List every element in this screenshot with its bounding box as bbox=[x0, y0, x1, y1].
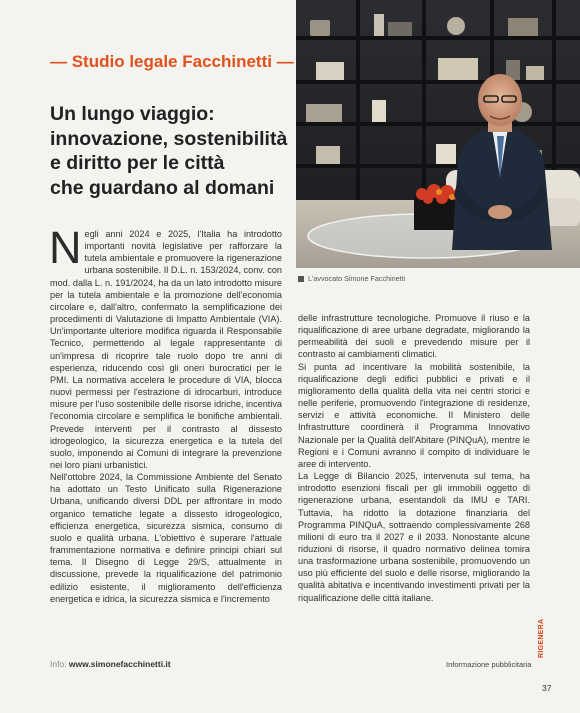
headline-line: e diritto per le città bbox=[50, 152, 225, 174]
lawyer-photo bbox=[296, 0, 580, 268]
paragraph bbox=[49, 222, 283, 471]
caption-square-icon bbox=[298, 276, 304, 282]
section-kicker: — Studio legale Facchinetti — bbox=[50, 52, 294, 71]
caption-text: L'avvocato Simone Facchinetti bbox=[308, 274, 406, 283]
headline-line: Un lungo viaggio: bbox=[50, 103, 215, 125]
footer-info bbox=[50, 659, 171, 669]
paragraph: Si punta ad incentivare la mobilità sostenibile, la riqualificazione degli edifici pubblici e privati e il miglioramento della qualità della vita nei centri storici e nelle periferie, promuovendo l'integrazione di residenze, servizi e attività economiche. Il Ministero delle Infrastrutture coordinerà il Programma Innovativo Nazionale per la Qualità dell'Abitare (PINQuA), mentre le Regioni e i Comuni avranno il compito di individuare le aree di intervento. bbox=[298, 361, 530, 469]
paragraph: La Legge di Bilancio 2025, intervenuta sul tema, ha introdotto esenzioni fiscali per gli immobili oggetto di rigenerazione urbana, esentandoli da IMU e TARI. Tuttavia, ha ridotto la dotazione finanziaria del Programma PINQuA, sottraendo complessivamente 268 milioni di euro tra il 2027 e il 2033. Nonostante alcune riduzioni di risorse, il quadro normativo delinea tomira una trasformazione urbana sostenibile, promuovendo un uso più efficiente del suolo e delle risorse, migliorando la qualità abitativa e incentivando investimenti privati per la riqualificazione delle città italiane. bbox=[298, 471, 530, 603]
section-tab: RIGENERA bbox=[538, 618, 545, 658]
paragraph: delle infrastrutture tecnologiche. Promuove il riuso e la riqualificazione di aree urbane degradate, migliorando la permeabilità dei suoli e prevedendo misure per il contrasto ai cambiamenti climatici. bbox=[298, 313, 530, 360]
info-label: Info: bbox=[50, 659, 67, 669]
website-link[interactable]: www.simonefacchinetti.it bbox=[68, 659, 171, 669]
paragraph-text: egli anni 2024 e 2025, l'Italia ha introdotto importanti novità legislative per rafforzare la tutela ambientale e promuovere la rigenerazione urbana sostenibile. Il D.L. n. 153/2024, conv. con mod. dalla L. n. 191/2024, ha da un lato introdotto misure per la tutela ambientale e la promozione dell'economia circolare e, dall'altro, confermato la semplificazione dei procedimenti di Valutazione di Impatto Ambientale (VIA). Un'importante ulteriore modifica riguarda il Responsabile Tecnico, permettendo al legale rappresentante di un'impresa di ricoprire tale ruolo dopo tre anni di esperienza, riducendo così gli oneri burocratici per le PMI. La normativa accelera le procedure di VIA, blocca nuovi permessi per l'estrazione di idrocarburi, introduce misure per l'uso sostenibile delle risorse idriche, incentiva l'economia circolare e semplifica le bonifiche ambientali. Prevede interventi per il contrasto al dissesto idrogeologico, la sicurezza energetica e la tutela del suolo, imponendo ai Comuni di integrare la prevenzione nei loro piani urbanistici. bbox=[50, 229, 283, 470]
page-number: 37 bbox=[542, 683, 552, 693]
photo-caption bbox=[298, 274, 405, 283]
headline-line: innovazione, sostenibilità bbox=[50, 127, 288, 150]
article-column-right bbox=[298, 312, 530, 604]
headline-line: che guardano al domani bbox=[50, 176, 275, 199]
advertising-notice: Informazione pubblicitaria bbox=[446, 660, 532, 669]
drop-cap: N bbox=[49, 222, 82, 273]
article-column-left bbox=[49, 222, 283, 605]
article-headline bbox=[50, 102, 290, 200]
paragraph: Nell'ottobre 2024, la Commissione Ambiente del Senato ha adottato un Testo Unificato sulla Rigenerazione Urbana, unificando diversi DDL per affrontare in modo organico tematiche legate a dissesto idrogeologico, efficienza energetica, sicurezza sismica, consumo di suolo e qualità urbana. L'obiettivo è superare l'attuale frammentazione normativa e definire principi chiari sul tema. Il Disegno di Legge 29/S, attualmente in discussione, prevede la riqualificazione del patrimonio edilizio esistente, il miglioramento dell'efficienza energetica e idrica, la sicurezza sismica e l'incremento bbox=[50, 472, 282, 604]
